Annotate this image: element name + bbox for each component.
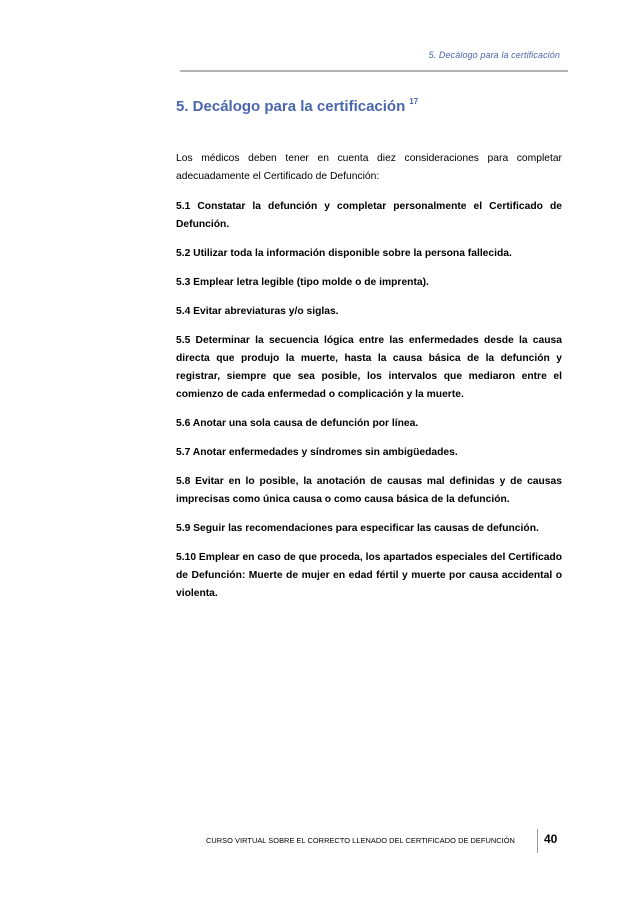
section-title-text: 5. Decálogo para la certificación [176, 98, 406, 115]
page-number: 40 [544, 832, 558, 846]
decalogue-item-7: 5.7 Anotar enfermedades y síndromes sin ambigüedades. [176, 447, 458, 458]
header-rule [180, 70, 568, 72]
decalogue-item-8: 5.8 Evitar en lo posible, la anotación de causas mal definidas y de causas imprecisas como única causa o como causa básica de la defunción. [176, 476, 562, 505]
footer-divider [537, 829, 538, 853]
decalogue-item-1: 5.1 Constatar la defunción y completar personalmente el Certificado de Defunción. [176, 201, 562, 230]
footer-course-title: CURSO VIRTUAL SOBRE EL CORRECTO LLENADO DEL CERTIFICADO DE DEFUNCIÓN [206, 836, 515, 845]
decalogue-item-2: 5.2 Utilizar toda la información disponible sobre la persona fallecida. [176, 248, 512, 259]
decalogue-item-4: 5.4 Evitar abreviaturas y/o siglas. [176, 306, 339, 317]
decalogue-item-3: 5.3 Emplear letra legible (tipo molde o de imprenta). [176, 277, 429, 288]
decalogue-item-6: 5.6 Anotar una sola causa de defunción por línea. [176, 418, 419, 429]
intro-paragraph: Los médicos deben tener en cuenta diez consideraciones para completar adecuadamente el Certificado de Defunción: [176, 153, 562, 182]
section-title [176, 98, 418, 115]
footnote-reference: 17 [409, 97, 419, 106]
decalogue-item-5: 5.5 Determinar la secuencia lógica entre las enfermedades desde la causa directa que produjo la muerte, hasta la causa básica de la defunción y registrar, siempre que sea posible, los intervalos que mediaron entre el comienzo de cada enfermedad o complicación y la muerte. [176, 335, 562, 400]
decalogue-item-10: 5.10 Emplear en caso de que proceda, los apartados especiales del Certificado de Defunción: Muerte de mujer en edad fértil y muerte por causa accidental o violenta. [176, 552, 562, 599]
section-body [176, 150, 562, 614]
running-header: 5. Decálogo para la certificación [428, 50, 560, 60]
decalogue-item-9: 5.9 Seguir las recomendaciones para especificar las causas de defunción. [176, 523, 539, 534]
